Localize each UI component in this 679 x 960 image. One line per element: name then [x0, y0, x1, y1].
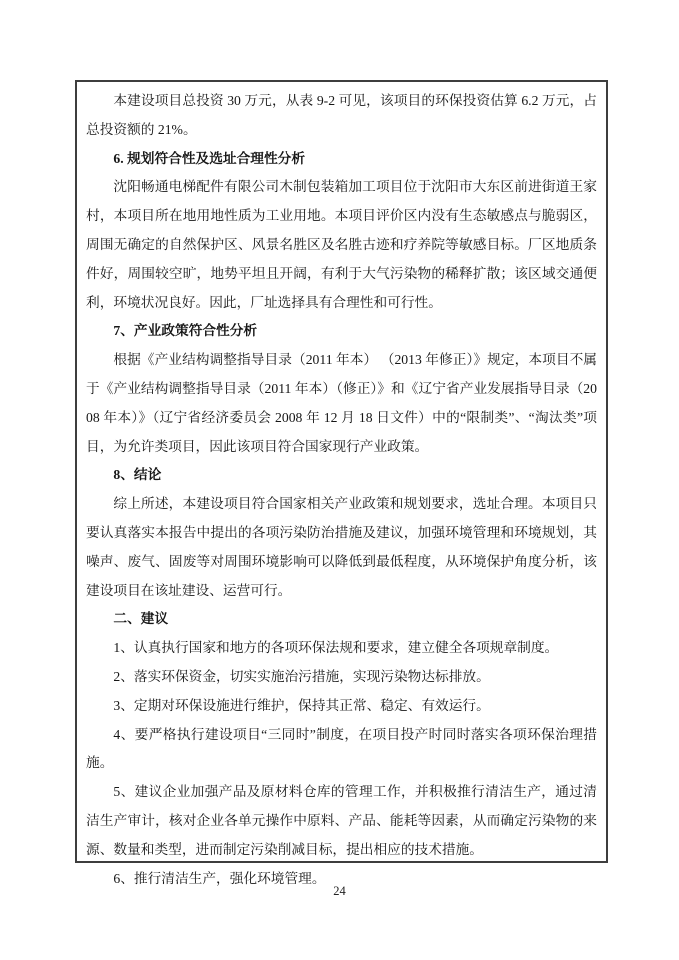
paragraph: 5、建议企业加强产品及原材料仓库的管理工作，并积极推行清洁生产，通过清洁生产审计，核对企业各单元操作中原料、产品、能耗等因素，从而确定污染物的来源、数量和类型，进而制定污染削减目标，提出相应的技术措施。: [86, 784, 597, 857]
paragraph: 本建设项目总投资 30 万元，从表 9-2 可见，该项目的环保投资估算 6.2 万元，占总投资额的 21%。: [86, 93, 597, 137]
paragraph: 根据《产业结构调整指导目录（2011 年本） （2013 年修正）》规定，本项目不属于《产业结构调整指导目录（2011 年本）（修正）》和《辽宁省产业发展指导目录（2008 年本）》（辽宁省经济委员会 2008 年 12 月 18 日文件）中的“限制类”、“淘汰类”项目，为允许类项目，因此该项目符合国家现行产业政策。: [86, 352, 597, 454]
paragraph: 1、认真执行国家和地方的各项环保法规和要求，建立健全各项规章制度。: [113, 640, 559, 656]
paragraph: 4、要严格执行建设项目“三同时”制度，在项目投产时同时落实各项环保治理措施。: [86, 726, 597, 771]
page-number: 24: [333, 884, 346, 898]
paragraph: 6、推行清洁生产，强化环境管理。: [113, 870, 326, 886]
section-heading: 二、建议: [113, 611, 169, 627]
paragraph: 2、落实环保资金，切实实施治污措施，实现污染物达标排放。: [113, 668, 490, 684]
section-heading: 7、产业政策符合性分析: [113, 323, 258, 339]
content-border-box: [75, 80, 608, 886]
section-heading: 6. 规划符合性及选址合理性分析: [113, 150, 306, 166]
section-heading: 8、结论: [113, 467, 162, 483]
paragraph: 综上所述，本建设项目符合国家相关产业政策和规划要求，选址合理。本项目只要认真落实本报告中提出的各项污染防治措施及建议，加强环境管理和环境规划，其噪声、废气、固废等对周围环境影响可以降低到最低程度，从环境保护角度分析，该建设项目在该址建设、运营可行。: [86, 496, 597, 598]
paragraph: 沈阳畅通电梯配件有限公司木制包装箱加工项目位于沈阳市大东区前进街道王家村，本项目所在地用地性质为工业用地。本项目评价区内没有生态敏感点与脆弱区，周围无确定的自然保护区、风景名胜区及名胜古迹和疗养院等敏感目标。厂区地质条件好，周围较空旷，地势平坦且开阔，有利于大气污染物的稀释扩散；该区域交通便利，环境状况良好。因此，厂址选择具有合理性和可行性。: [86, 179, 597, 310]
paragraph: 3、定期对环保设施进行维护，保持其正常、稳定、有效运行。: [113, 697, 490, 713]
